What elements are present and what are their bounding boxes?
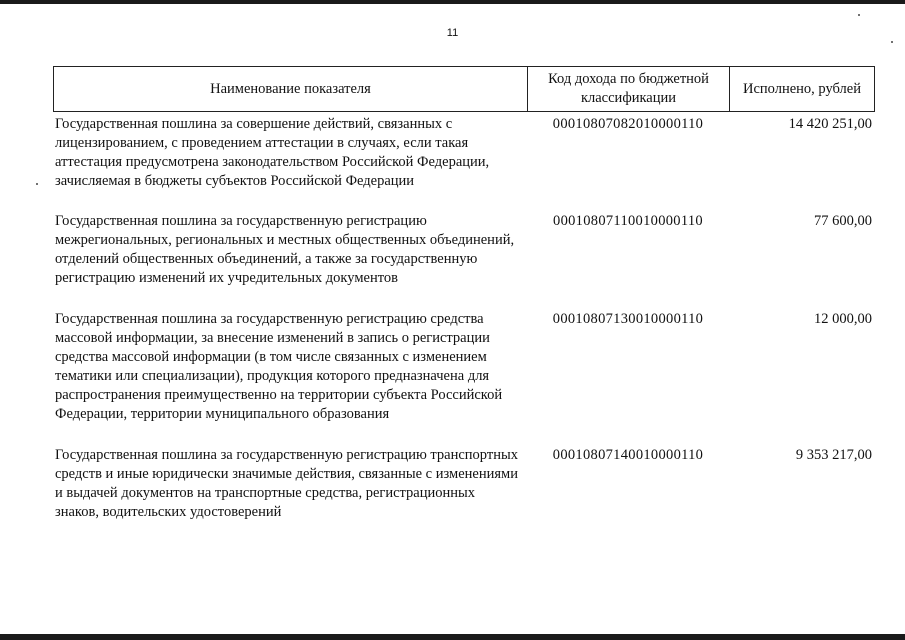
header-amount: Исполнено, рублей	[743, 80, 861, 97]
income-table	[53, 66, 875, 520]
header-code: Код дохода по бюджетной классификации	[528, 67, 730, 111]
table-header	[53, 66, 875, 112]
scan-speck	[858, 14, 860, 16]
table-row	[53, 310, 875, 424]
row-name: Государственная пошлина за государственную регистрацию транспортных средств и иные юридически значимые действия, связанные с изменениями и выдачей документов на транспортные средства, регистрационных знаков, водительских удостоверений	[55, 447, 518, 520]
row-code: 00010807130010000110	[552, 311, 704, 327]
row-name: Государственная пошлина за государственную регистрацию межрегиональных, региональных и местных общественных объединений, отделений общественных объединений, а также за государственную регистрацию изменений их учредительных документов	[55, 213, 515, 286]
row-code: 00010807140010000110	[552, 447, 704, 463]
row-amount: 14 420 251,00	[788, 116, 872, 132]
table-row	[53, 446, 875, 522]
row-amount: 9 353 217,00	[795, 447, 872, 463]
row-name: Государственная пошлина за совершение действий, связанных с лицензированием, с проведением аттестации в случаях, если такая аттестация предусмотрена законодательством Российской Федерации, зачисляемая в бюджеты субъектов Российской Федерации	[55, 116, 490, 189]
table-row	[53, 115, 875, 191]
page-number: 11	[446, 27, 459, 39]
scan-speck	[36, 183, 38, 185]
table-row	[53, 212, 875, 288]
row-code: 00010807110010000110	[553, 213, 703, 229]
scan-edge-top	[0, 0, 905, 4]
row-code: 00010807082010000110	[552, 116, 704, 132]
row-amount: 77 600,00	[814, 213, 872, 229]
row-name: Государственная пошлина за государственную регистрацию средства массовой информации, за внесение изменений в запись о регистрации средства массовой информации (в том числе связанных с изменением тематики или специализации), продукция которого предназначена для распространения преимущественно на территории субъекта Российской Федерации, территории муниципального образования	[55, 311, 503, 422]
row-amount: 12 000,00	[814, 311, 872, 327]
scan-speck	[891, 41, 893, 43]
header-name: Наименование показателя	[54, 67, 528, 111]
scan-edge-bottom	[0, 634, 905, 640]
